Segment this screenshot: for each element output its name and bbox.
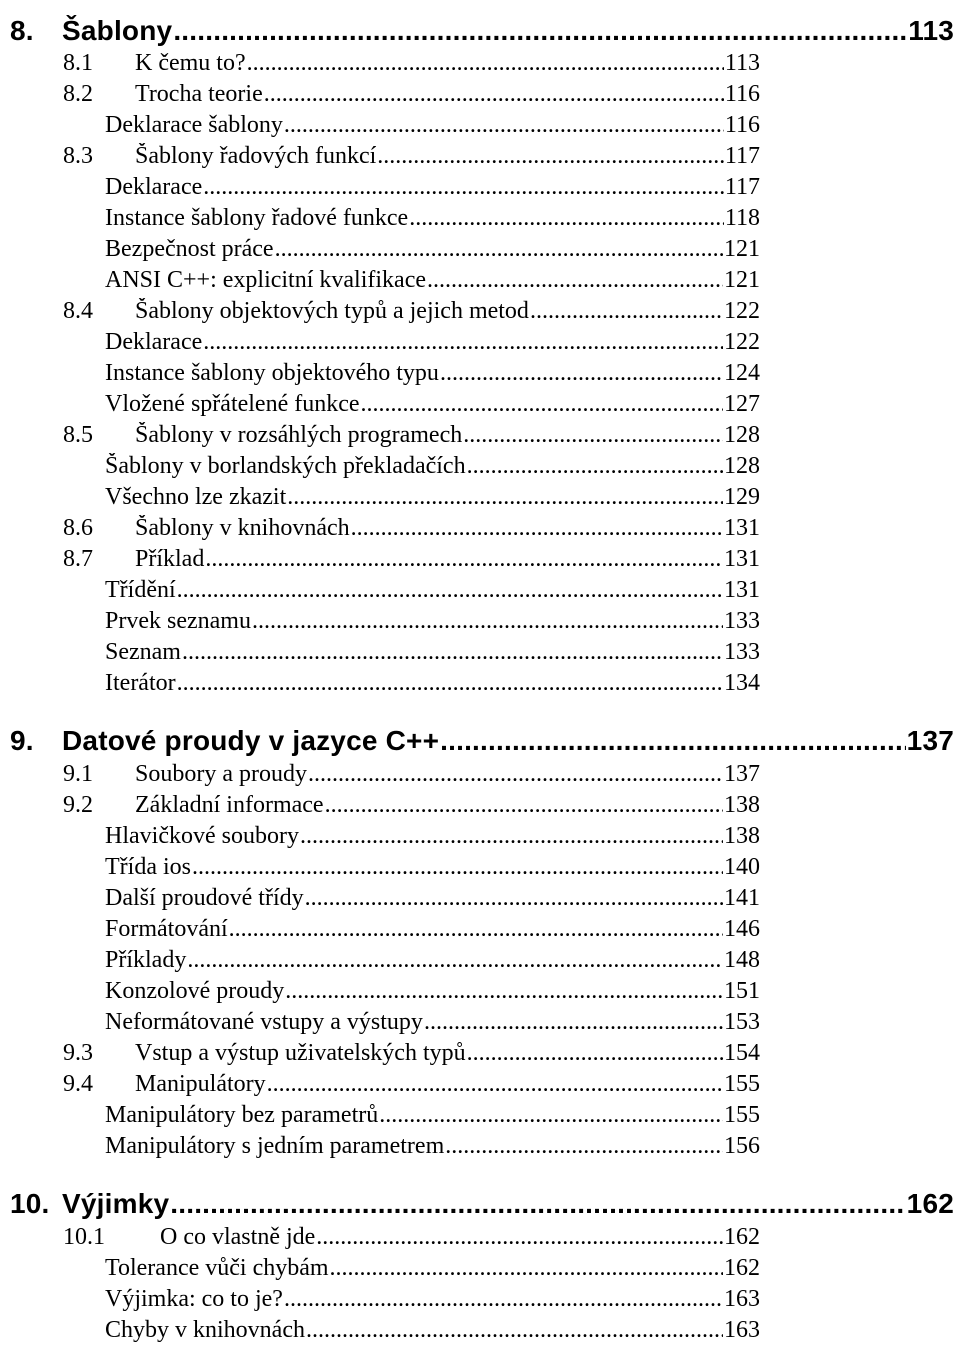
toc-title: Šablony objektových typů a jejich metod <box>135 298 529 325</box>
toc-page-number: 155 <box>724 1071 760 1098</box>
toc-title: Instance šablony objektového typu <box>105 360 439 387</box>
dot-leader <box>285 978 723 1005</box>
toc-entry-sub[interactable] <box>105 267 760 294</box>
toc-title: Formátování <box>105 916 228 943</box>
toc-page-number: 113 <box>724 50 760 77</box>
dot-leader <box>177 577 723 604</box>
toc-title: Deklarace <box>105 174 203 201</box>
toc-entry-sub[interactable] <box>105 670 760 697</box>
toc-page-number: 151 <box>724 978 760 1005</box>
dot-leader <box>308 761 723 788</box>
toc-number: 8. <box>10 14 34 46</box>
toc-page-number: 133 <box>724 639 760 666</box>
toc-page-number: 154 <box>724 1040 760 1067</box>
dot-leader <box>440 360 723 387</box>
toc-title: O co vlastně jde <box>160 1224 316 1251</box>
toc-title: Příklady <box>105 947 187 974</box>
toc-page-number: 128 <box>724 453 760 480</box>
toc-title: Třídění <box>105 577 176 604</box>
toc-title: Instance šablony řadové funkce <box>105 205 409 232</box>
toc-title: Tolerance vůči chybám <box>105 1255 329 1282</box>
toc-page-number: 129 <box>724 484 760 511</box>
toc-title: Neformátované vstupy a výstupy <box>105 1009 423 1036</box>
dot-leader <box>192 854 723 881</box>
dot-leader <box>182 639 723 666</box>
toc-title: Konzolové proudy <box>105 978 285 1005</box>
toc-entry-sub[interactable] <box>105 854 760 881</box>
toc-number: 9.2 <box>63 792 93 819</box>
toc-title: Třída ios <box>105 854 191 881</box>
toc-title: Prvek seznamu <box>105 608 251 635</box>
toc-entry-section[interactable] <box>63 1071 760 1098</box>
toc-number: 9.1 <box>63 761 93 788</box>
toc-title: Šablony řadových funkcí <box>135 143 377 170</box>
toc-title: Bezpečnost práce <box>105 236 274 263</box>
toc-entry-section[interactable] <box>63 515 760 542</box>
toc-entry-section[interactable] <box>63 298 760 325</box>
toc-entry-sub[interactable] <box>105 360 760 387</box>
toc-title: Vložené spřátelené funkce <box>105 391 360 418</box>
toc-title: Výjimky <box>62 1187 170 1219</box>
toc-title: Hlavičkové soubory <box>105 823 299 850</box>
toc-entry-section[interactable] <box>63 422 760 449</box>
toc-page-number: 124 <box>724 360 760 387</box>
toc-number: 8.6 <box>63 515 93 542</box>
toc-title: Deklarace <box>105 329 203 356</box>
toc-entry-section[interactable] <box>63 761 760 788</box>
toc-title: Seznam <box>105 639 181 666</box>
toc-title: Chyby v knihovnách <box>105 1317 305 1344</box>
toc-title: Vstup a výstup uživatelských typů <box>135 1040 466 1067</box>
toc-number: 8.3 <box>63 143 93 170</box>
toc-page-number: 121 <box>724 267 760 294</box>
toc-title: Manipulátory bez parametrů <box>105 1102 379 1129</box>
dot-leader <box>284 1286 723 1313</box>
toc-page-number: 116 <box>724 112 760 139</box>
toc-page-number: 162 <box>724 1224 760 1251</box>
toc-entry-section[interactable] <box>63 1040 760 1067</box>
toc-number: 8.5 <box>63 422 93 449</box>
toc-page-number: 153 <box>724 1009 760 1036</box>
toc-number: 8.2 <box>63 81 93 108</box>
toc-entry-sub[interactable] <box>105 329 760 356</box>
dot-leader <box>316 1224 723 1251</box>
toc-entry-sub[interactable] <box>105 916 760 943</box>
dot-leader <box>467 453 723 480</box>
toc-page-number: 127 <box>724 391 760 418</box>
toc-page-number: 122 <box>724 298 760 325</box>
toc-entry-sub[interactable] <box>105 639 760 666</box>
toc-page-number: 155 <box>724 1102 760 1129</box>
toc-number: 10.1 <box>63 1224 105 1251</box>
toc-entry-sub[interactable] <box>105 391 760 418</box>
toc-page-number: 134 <box>724 670 760 697</box>
toc-title: Šablony v knihovnách <box>135 515 350 542</box>
toc-page-number: 131 <box>724 577 760 604</box>
dot-leader <box>252 608 723 635</box>
dot-leader <box>205 546 723 573</box>
dot-leader <box>440 725 906 757</box>
toc-number: 10. <box>10 1187 50 1219</box>
toc-page-number: 121 <box>724 236 760 263</box>
toc-entry-sub[interactable] <box>105 1133 760 1160</box>
toc-number: 9. <box>10 724 34 756</box>
toc-title: K čemu to? <box>135 50 246 77</box>
dot-leader <box>173 15 907 47</box>
toc-entry-section[interactable] <box>63 81 760 108</box>
toc-page-number: 138 <box>724 823 760 850</box>
dot-leader <box>445 1133 723 1160</box>
toc-page-number: 137 <box>724 761 760 788</box>
dot-leader <box>284 112 724 139</box>
toc-entry-sub[interactable] <box>105 1255 760 1282</box>
toc-number: 9.4 <box>63 1071 93 1098</box>
toc-page-number: 122 <box>724 329 760 356</box>
dot-leader <box>467 1040 723 1067</box>
toc-entry-section[interactable] <box>63 792 760 819</box>
toc-title: Datové proudy v jazyce C++ <box>62 724 440 756</box>
toc-page-number: 131 <box>724 515 760 542</box>
toc-title: Základní informace <box>135 792 324 819</box>
toc-entry-sub[interactable] <box>105 885 760 912</box>
dot-leader <box>264 81 724 108</box>
toc-entry-sub[interactable] <box>105 174 760 201</box>
dot-leader <box>203 329 723 356</box>
toc-page-number: 116 <box>724 81 760 108</box>
dot-leader <box>325 792 723 819</box>
toc-entry-sub[interactable] <box>105 608 760 635</box>
toc-title: Další proudové třídy <box>105 885 304 912</box>
dot-leader <box>351 515 723 542</box>
dot-leader <box>427 267 723 294</box>
toc-title: Všechno lze zkazit <box>105 484 287 511</box>
dot-leader <box>530 298 723 325</box>
toc-entry-sub[interactable] <box>105 236 760 263</box>
dot-leader <box>409 205 724 232</box>
toc-page-number: 117 <box>724 143 760 170</box>
toc-title: Šablony <box>62 14 173 46</box>
toc-entry-section[interactable] <box>63 1224 760 1251</box>
toc-number: 8.1 <box>63 50 93 77</box>
toc-page-number: 148 <box>724 947 760 974</box>
toc-title: ANSI C++: explicitní kvalifikace <box>105 267 426 294</box>
toc-number: 9.3 <box>63 1040 93 1067</box>
toc-entry-sub[interactable] <box>105 1009 760 1036</box>
toc-entry-sub[interactable] <box>105 1102 760 1129</box>
dot-leader <box>229 916 723 943</box>
dot-leader <box>463 422 723 449</box>
dot-leader <box>306 1317 723 1344</box>
dot-leader <box>287 484 723 511</box>
dot-leader <box>424 1009 723 1036</box>
toc-page-number: 156 <box>724 1133 760 1160</box>
dot-leader <box>275 236 723 263</box>
toc-entry-section[interactable] <box>63 50 760 77</box>
dot-leader <box>305 885 723 912</box>
dot-leader <box>361 391 723 418</box>
toc-entry-sub[interactable] <box>105 978 760 1005</box>
toc-entry-sub[interactable] <box>105 112 760 139</box>
dot-leader <box>379 1102 723 1129</box>
toc-title: Soubory a proudy <box>135 761 307 788</box>
toc-title: Trocha teorie <box>135 81 263 108</box>
toc-entry-sub[interactable] <box>105 577 760 604</box>
toc-entry-chapter[interactable] <box>10 15 954 47</box>
dot-leader <box>247 50 724 77</box>
toc-page-number: 162 <box>724 1255 760 1282</box>
toc-entry-section[interactable] <box>63 546 760 573</box>
toc-title: Manipulátory <box>135 1071 266 1098</box>
toc-entry-sub[interactable] <box>105 947 760 974</box>
toc-entry-sub[interactable] <box>105 1317 760 1344</box>
dot-leader <box>267 1071 723 1098</box>
dot-leader <box>177 670 723 697</box>
toc-page-number: 113 <box>908 14 954 46</box>
toc-title: Příklad <box>135 546 205 573</box>
toc-entry-sub[interactable] <box>105 1286 760 1313</box>
toc-entry-sub[interactable] <box>105 453 760 480</box>
toc-entry-chapter[interactable] <box>10 725 954 757</box>
toc-page-number: 128 <box>724 422 760 449</box>
toc-page-number: 146 <box>724 916 760 943</box>
toc-entry-sub[interactable] <box>105 823 760 850</box>
dot-leader <box>300 823 723 850</box>
toc-page-number: 137 <box>906 724 954 756</box>
toc-entry-section[interactable] <box>63 143 760 170</box>
toc-page-number: 141 <box>724 885 760 912</box>
toc-entry-sub[interactable] <box>105 484 760 511</box>
dot-leader <box>377 143 724 170</box>
toc-page-number: 163 <box>724 1317 760 1344</box>
toc-page-number: 138 <box>724 792 760 819</box>
dot-leader <box>187 947 723 974</box>
toc-page-number: 131 <box>724 546 760 573</box>
toc-page-number: 140 <box>724 854 760 881</box>
toc-title: Manipulátory s jedním parametrem <box>105 1133 445 1160</box>
dot-leader <box>170 1188 905 1220</box>
toc-title: Šablony v borlandských překladačích <box>105 453 466 480</box>
toc-title: Deklarace šablony <box>105 112 283 139</box>
toc-title: Výjimka: co to je? <box>105 1286 283 1313</box>
toc-number: 8.4 <box>63 298 93 325</box>
toc-page-number: 117 <box>724 174 760 201</box>
toc-entry-sub[interactable] <box>105 205 760 232</box>
toc-entry-chapter[interactable] <box>10 1188 954 1220</box>
toc-title: Šablony v rozsáhlých programech <box>135 422 463 449</box>
toc-title: Iterátor <box>105 670 176 697</box>
dot-leader <box>203 174 724 201</box>
toc-number: 8.7 <box>63 546 93 573</box>
toc-page-number: 118 <box>724 205 760 232</box>
toc-page-number: 162 <box>906 1187 954 1219</box>
toc-page-number: 133 <box>724 608 760 635</box>
toc-page-number: 163 <box>724 1286 760 1313</box>
dot-leader <box>330 1255 723 1282</box>
